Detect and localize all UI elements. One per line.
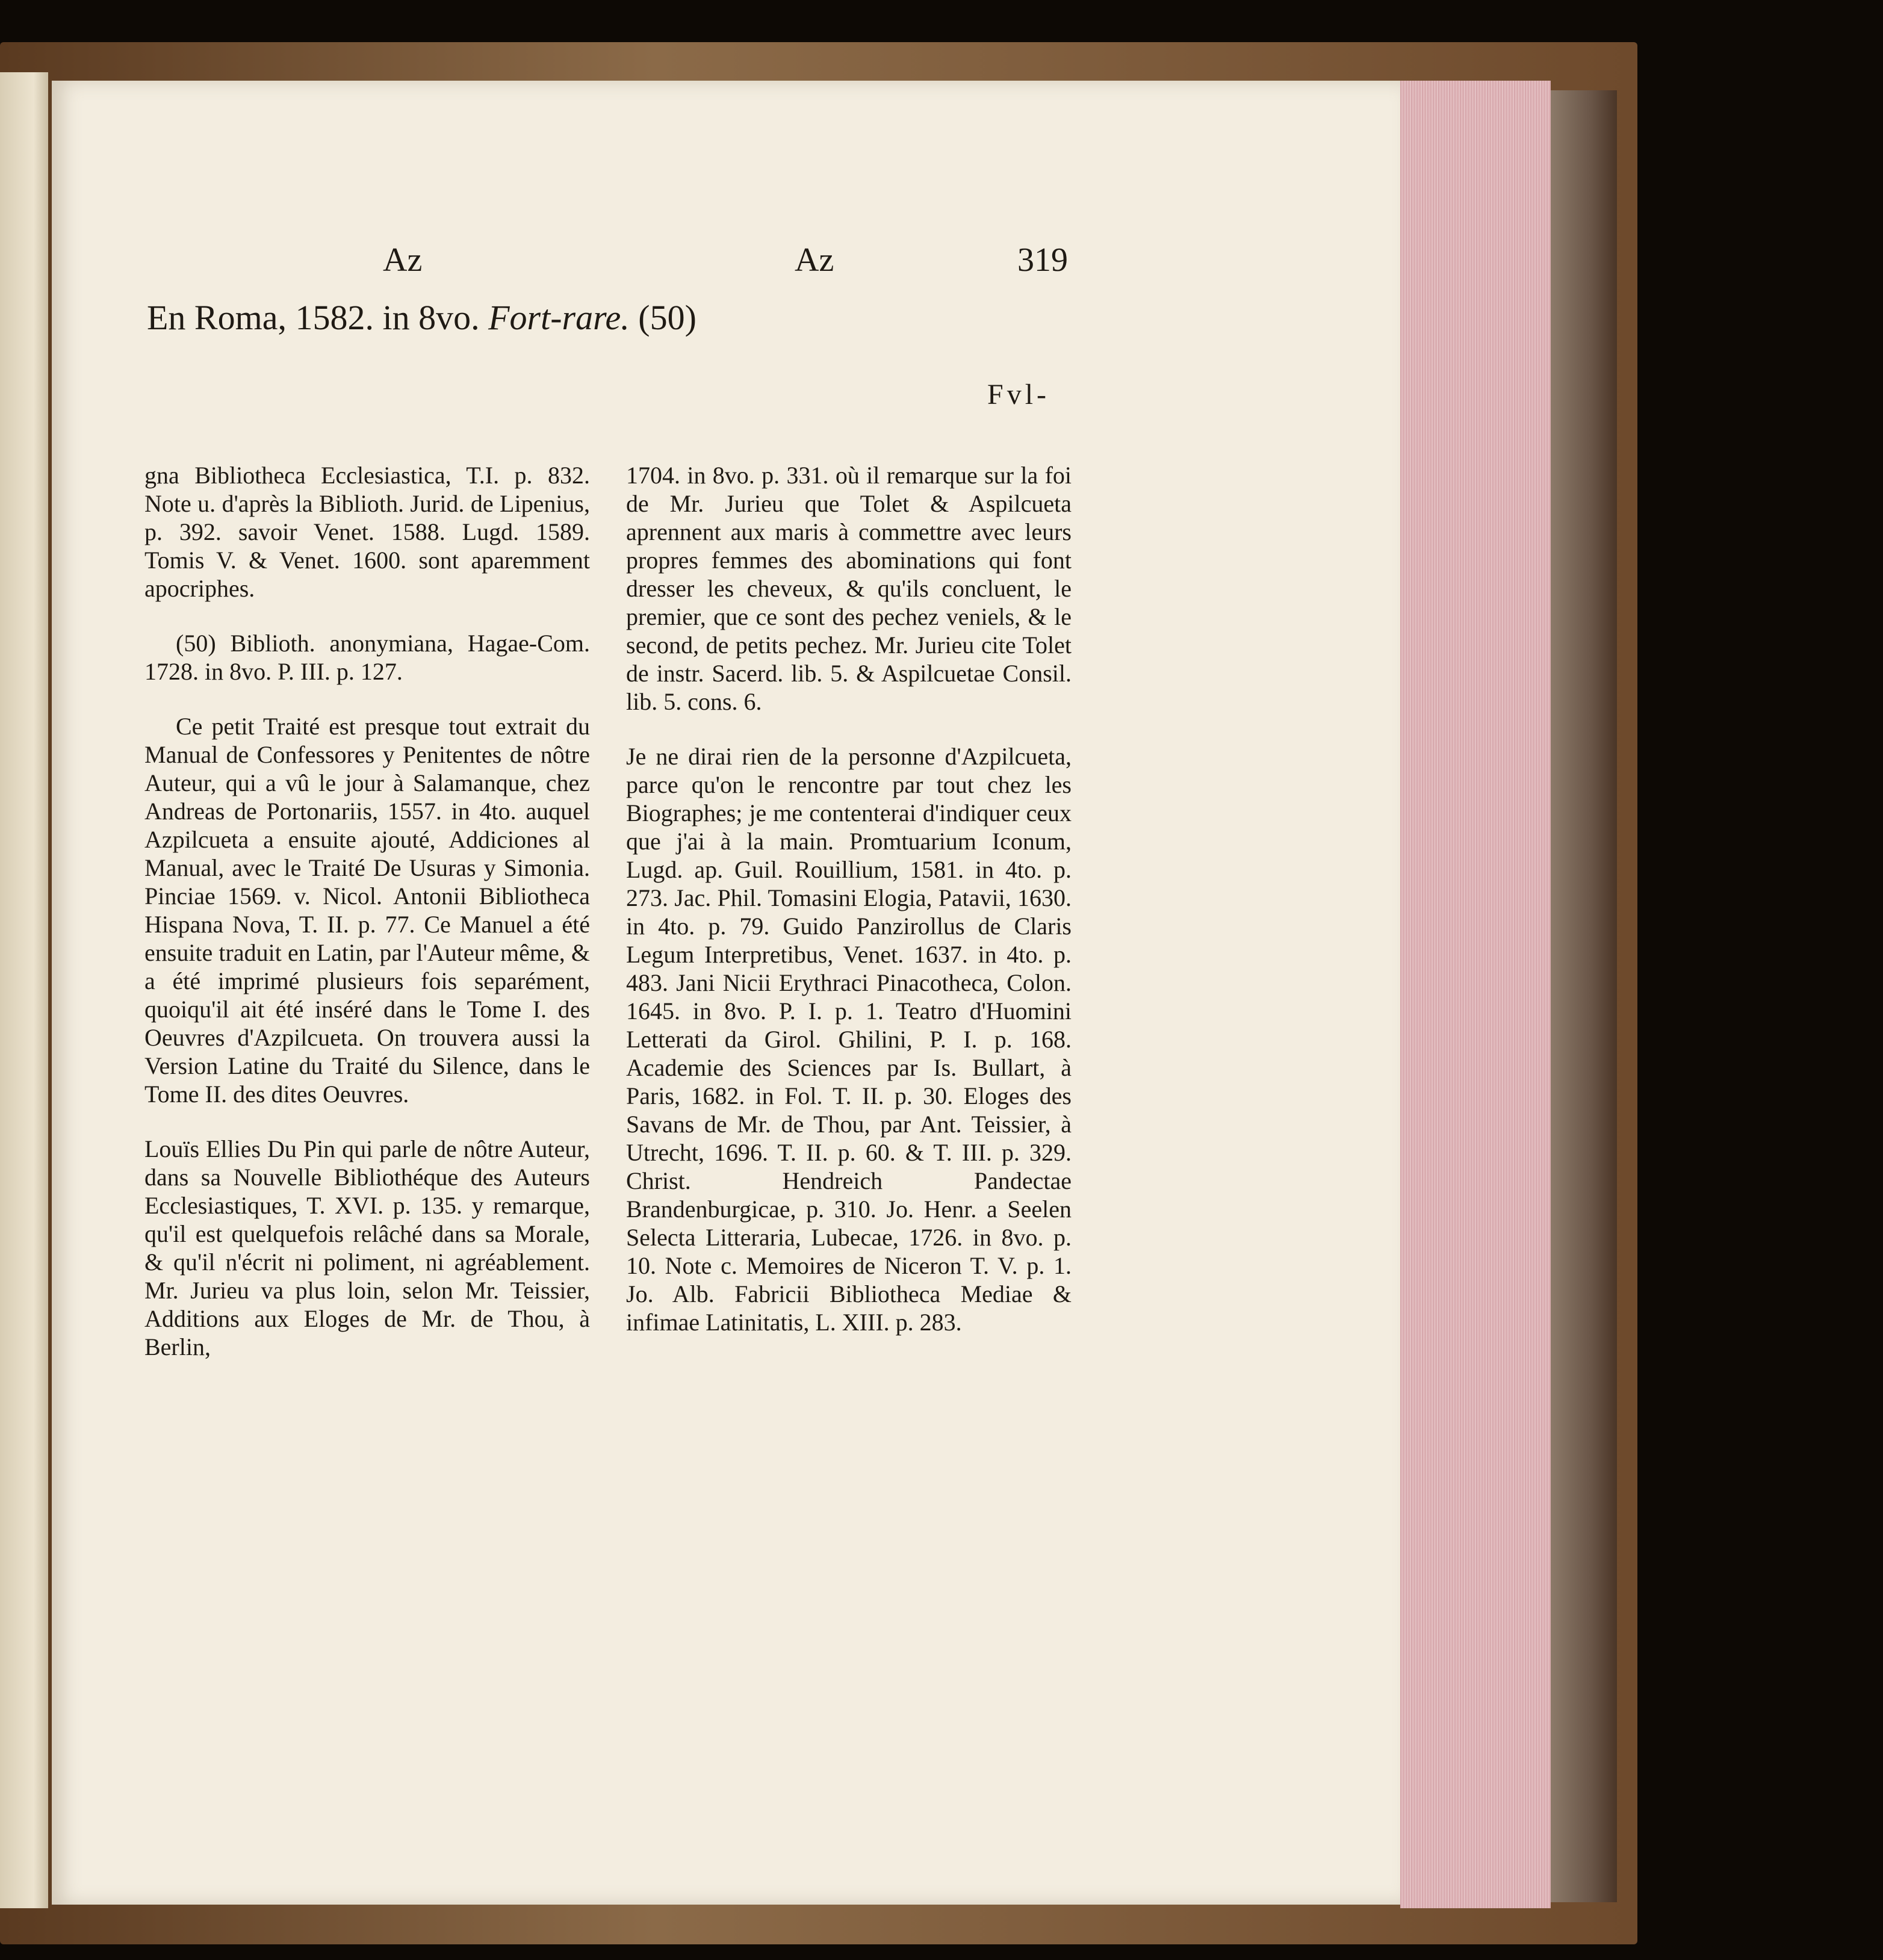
first-line-text: En Roma, 1582. in 8vo.	[147, 298, 480, 337]
right-column	[626, 461, 1072, 1336]
first-line-rarity: Fort-rare.	[488, 298, 630, 337]
footnote: (50) Biblioth. anonymiana, Hagae-Com. 1728. in 8vo. P. III. p. 127.	[144, 630, 590, 685]
cover-edge	[1551, 90, 1617, 1902]
running-head-left: Az	[383, 241, 423, 279]
paragraph: Je ne dirai rien de la personne d'Azpilcueta, parce qu'on le rencontre par tout chez les Biographes; je me contenterai d'indiquer ceux que j'ai à la main. Promtuarium Iconum, Lugd. ap. Guil. Rouillium, 1581. in 4to. p. 273. Jac. Phil. Tomasini Elogia, Patavii, 1630. in 4to. p. 79. Guido Panzirollus de Claris Legum Interpretibus, Venet. 1637. in 4to. p. 483. Jani Nicii Erythraci Pinacotheca, Colon. 1645. in 8vo. P. I. p. 1. Teatro d'Huomini Letterati da Girol. Ghilini, P. I. p. 168. Academie des Sciences par Is. Bullart, à Paris, 1682. in Fol. T. II. p. 30. Eloges des Savans de Mr. de Thou, par Ant. Teissier, à Utrecht, 1696. T. II. p. 60. & T. III. p. 329. Christ. Hendreich Pandectae Brandenburgicae, p. 310. Jo. Henr. a Seelen Selecta Litteraria, Lubecae, 1726. in 8vo. p. 10. Note c. Memoires de Niceron T. V. p. 1. Jo. Alb. Fabricii Bibliotheca Mediae & infimae Latinitatis, L. XIII. p. 283.	[626, 743, 1072, 1336]
first-line	[147, 297, 696, 338]
facing-page-edge	[0, 72, 48, 1908]
paragraph: Ce petit Traité est presque tout extrait du Manual de Confessores y Penitentes de nôtre Auteur, qui a vû le jour à Salamanque, chez Andreas de Portonariis, 1557. in 4to. auquel Azpilcueta a ensuite ajouté, Addiciones al Manual, avec le Traité De Usuras y Simonia. Pinciae 1569. v. Nicol. Antonii Bibliotheca Hispana Nova, T. II. p. 77. Ce Manuel a été ensuite traduit en Latin, par l'Auteur même, & a été imprimé plusieurs fois separément, quoiqu'il ait été inséré dans le Tome I. des Oeuvres d'Azpilcueta. On trouvera aussi la Version Latine du Traité du Silence, dans le Tome II. des dites Oeuvres.	[144, 713, 590, 1108]
paragraph: 1704. in 8vo. p. 331. où il remarque sur la foi de Mr. Jurieu que Tolet & Aspilcueta aprennent aux maris à commettre avec leurs propres femmes des abominations qui font dresser les cheveux, & qu'ils concluent, le premier, que ce sont des pechez veniels, & le second, de petits pechez. Mr. Jurieu cite Tolet de instr. Sacerd. lib. 5. & Aspilcuetae Consil. lib. 5. cons. 6.	[626, 462, 1072, 715]
left-column	[144, 461, 590, 1361]
running-head-center: Az	[795, 241, 834, 279]
paragraph: Louïs Ellies Du Pin qui parle de nôtre Auteur, dans sa Nouvelle Bibliothéque des Auteurs Ecclesiastiques, T. XVI. p. 135. y remarque, qu'il est quelquefois relâché dans sa Morale, & qu'il n'écrit ni poliment, ni agréablement. Mr. Jurieu va plus loin, selon Mr. Teissier, Additions aux Eloges de Mr. de Thou, à Berlin,	[144, 1135, 590, 1360]
paragraph: gna Bibliotheca Ecclesiastica, T.I. p. 832. Note u. d'après la Biblioth. Jurid. de Lipenius, p. 392. savoir Venet. 1588. Lugd. 1589. Tomis V. & Venet. 1600. sont aparemment apocriphes.	[144, 462, 590, 602]
catchword: Fvl-	[987, 379, 1050, 411]
page-edges	[1400, 81, 1551, 1908]
page-number: 319	[1017, 241, 1068, 279]
footnote-marker: (50)	[638, 298, 696, 337]
